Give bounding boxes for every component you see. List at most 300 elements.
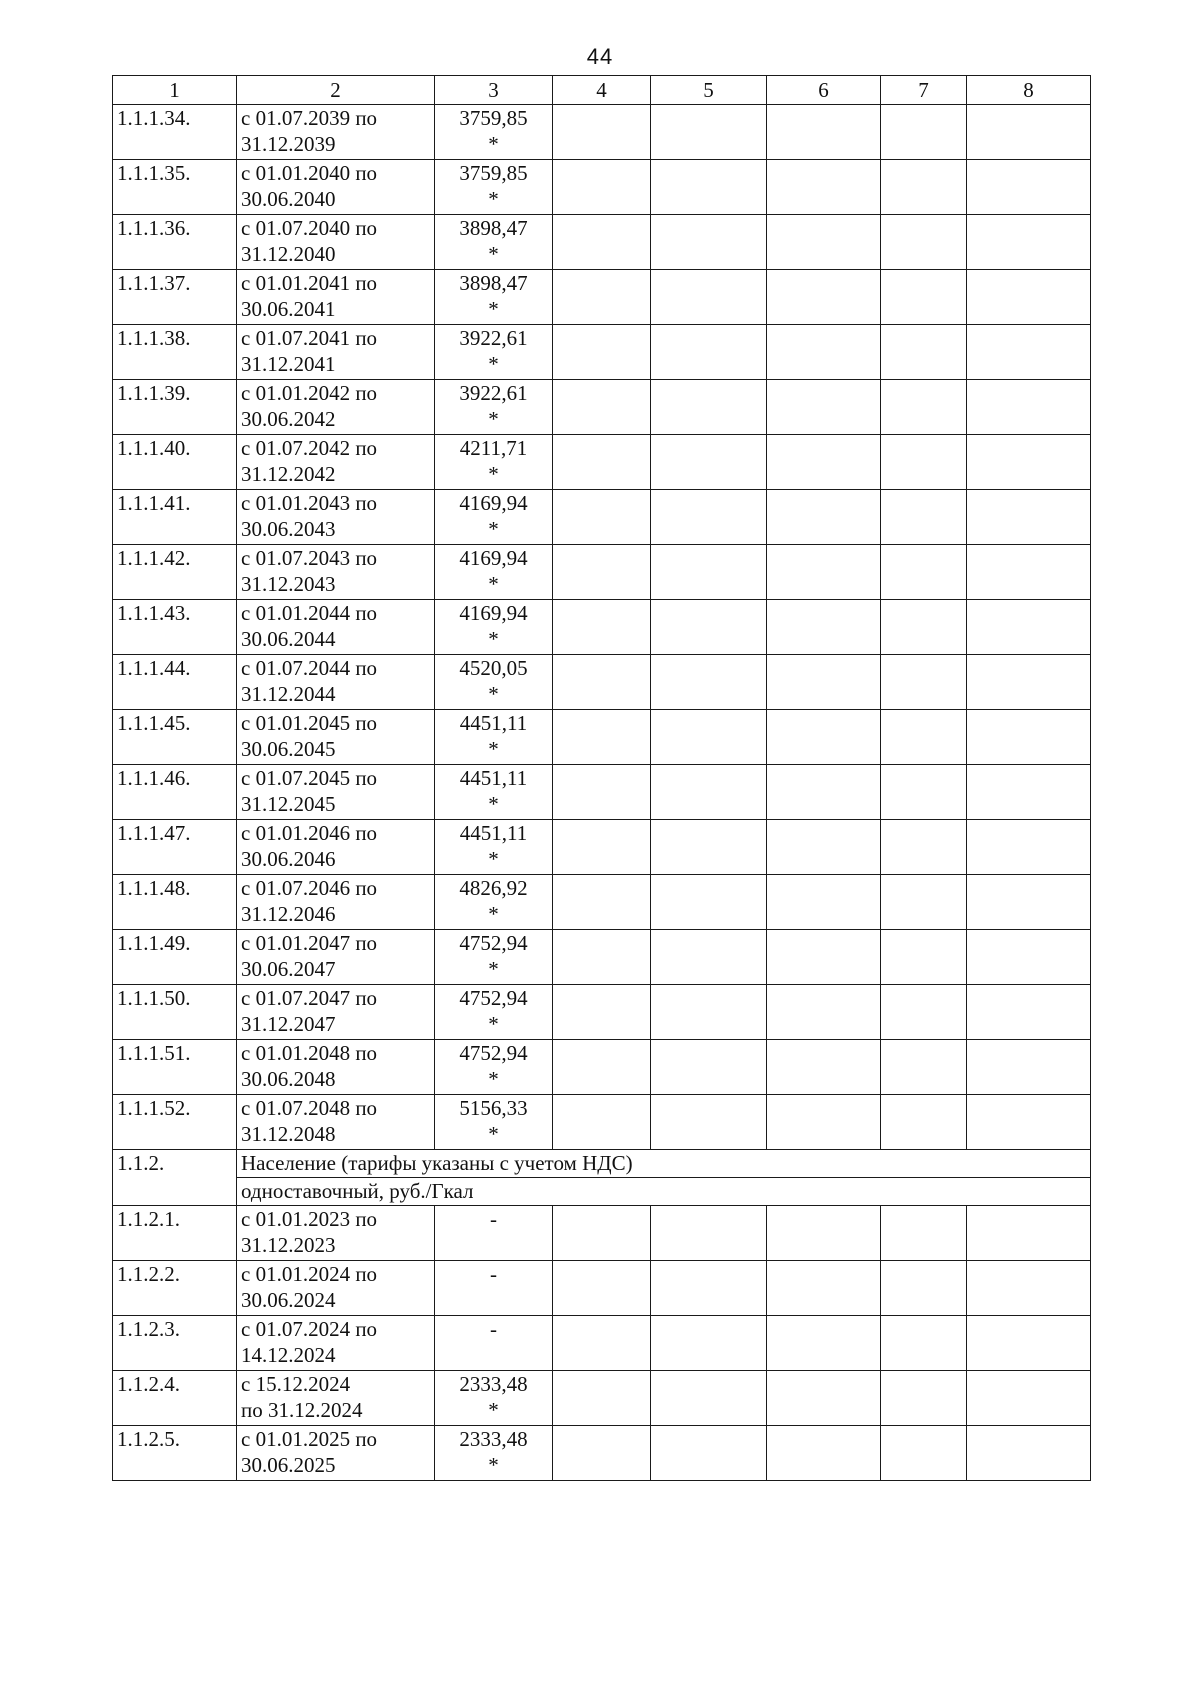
empty-cell-col-7 xyxy=(881,1426,967,1481)
empty-cell-col-5 xyxy=(651,1206,767,1261)
price-value: 4752,94 xyxy=(459,1041,528,1065)
row-number: 1.1.1.45. xyxy=(113,710,237,765)
empty-cell-col-7 xyxy=(881,380,967,435)
period-line: с 01.01.2048 по xyxy=(241,1041,378,1065)
empty-cell-col-7 xyxy=(881,875,967,930)
page-number: 44 xyxy=(586,44,614,69)
empty-cell-col-4 xyxy=(553,1040,651,1095)
column-header: 5 xyxy=(651,76,767,105)
period-line: с 01.07.2042 по xyxy=(241,436,378,460)
empty-cell-col-4 xyxy=(553,600,651,655)
empty-cell-col-5 xyxy=(651,655,767,710)
empty-cell-col-4 xyxy=(553,435,651,490)
table-row xyxy=(113,325,1091,380)
row-number: 1.1.1.47. xyxy=(113,820,237,875)
period-line: 31.12.2048 xyxy=(241,1122,336,1146)
row-number: 1.1.1.44. xyxy=(113,655,237,710)
footnote-mark: * xyxy=(488,682,499,706)
price-cell xyxy=(435,1095,553,1150)
empty-cell-col-7 xyxy=(881,270,967,325)
empty-cell-col-7 xyxy=(881,765,967,820)
empty-cell-col-5 xyxy=(651,270,767,325)
table-row xyxy=(113,930,1091,985)
price-value: 4211,71 xyxy=(459,436,528,460)
period-line: 31.12.2046 xyxy=(241,902,336,926)
empty-cell-col-8 xyxy=(967,380,1091,435)
table-row xyxy=(113,655,1091,710)
price-cell xyxy=(435,545,553,600)
period-cell xyxy=(237,325,435,380)
empty-cell-col-4 xyxy=(553,1426,651,1481)
table-row xyxy=(113,1426,1091,1481)
column-header: 3 xyxy=(435,76,553,105)
price-value: 5156,33 xyxy=(459,1096,528,1120)
column-header: 8 xyxy=(967,76,1091,105)
price-value: 3759,85 xyxy=(459,161,528,185)
empty-cell-col-8 xyxy=(967,930,1091,985)
empty-cell-col-6 xyxy=(767,875,881,930)
period-line: с 01.01.2047 по xyxy=(241,931,378,955)
footnote-mark: * xyxy=(488,902,499,926)
price-cell xyxy=(435,1261,553,1316)
empty-cell-col-8 xyxy=(967,545,1091,600)
price-cell xyxy=(435,710,553,765)
empty-cell-col-5 xyxy=(651,215,767,270)
price-cell xyxy=(435,1206,553,1261)
empty-cell-col-4 xyxy=(553,380,651,435)
empty-cell-col-7 xyxy=(881,930,967,985)
footnote-mark: * xyxy=(488,242,499,266)
period-cell xyxy=(237,765,435,820)
footnote-mark: * xyxy=(488,187,499,211)
empty-cell-col-5 xyxy=(651,1371,767,1426)
row-number: 1.1.2.3. xyxy=(113,1316,237,1371)
footnote-mark: * xyxy=(488,1067,499,1091)
footnote-mark: * xyxy=(488,847,499,871)
table-row xyxy=(113,1040,1091,1095)
empty-cell-col-8 xyxy=(967,435,1091,490)
empty-cell-col-6 xyxy=(767,820,881,875)
empty-cell-col-6 xyxy=(767,1206,881,1261)
empty-cell-col-7 xyxy=(881,105,967,160)
empty-cell-col-4 xyxy=(553,1316,651,1371)
empty-cell-col-7 xyxy=(881,1040,967,1095)
price-value: 4451,11 xyxy=(459,711,528,735)
price-cell xyxy=(435,160,553,215)
period-line: с 01.07.2041 по xyxy=(241,326,378,350)
tariff-rows-section-1 xyxy=(113,105,1091,1150)
row-number: 1.1.1.46. xyxy=(113,765,237,820)
period-line: 30.06.2046 xyxy=(241,847,336,871)
empty-cell-col-8 xyxy=(967,1426,1091,1481)
price-cell xyxy=(435,985,553,1040)
period-cell xyxy=(237,380,435,435)
row-number: 1.1.1.38. xyxy=(113,325,237,380)
price-cell xyxy=(435,655,553,710)
column-header: 4 xyxy=(553,76,651,105)
group-subtitle-row xyxy=(113,1178,1091,1206)
empty-cell-col-5 xyxy=(651,105,767,160)
period-line: 31.12.2043 xyxy=(241,572,336,596)
empty-cell-col-5 xyxy=(651,765,767,820)
empty-cell-col-7 xyxy=(881,985,967,1040)
price-value: 4752,94 xyxy=(459,986,528,1010)
empty-cell-col-6 xyxy=(767,1261,881,1316)
period-line: с 01.01.2043 по xyxy=(241,491,378,515)
period-cell xyxy=(237,1095,435,1150)
period-line: 31.12.2042 xyxy=(241,462,336,486)
empty-cell-col-5 xyxy=(651,435,767,490)
empty-cell-col-6 xyxy=(767,1316,881,1371)
price-cell xyxy=(435,1040,553,1095)
empty-cell-col-7 xyxy=(881,600,967,655)
footnote-mark: * xyxy=(488,957,499,981)
table-row xyxy=(113,1316,1091,1371)
footnote-mark: * xyxy=(488,462,499,486)
period-line: 30.06.2025 xyxy=(241,1453,336,1477)
empty-cell-col-5 xyxy=(651,710,767,765)
empty-cell-col-5 xyxy=(651,600,767,655)
period-line: с 15.12.2024 xyxy=(241,1372,351,1396)
group-title: Население (тарифы указаны с учетом НДС) xyxy=(237,1150,1091,1178)
row-number: 1.1.1.41. xyxy=(113,490,237,545)
table-row xyxy=(113,215,1091,270)
period-line: с 01.07.2045 по xyxy=(241,766,378,790)
footnote-mark: * xyxy=(488,352,499,376)
period-cell xyxy=(237,930,435,985)
period-line: 30.06.2043 xyxy=(241,517,336,541)
empty-cell-col-4 xyxy=(553,215,651,270)
table-row xyxy=(113,1371,1091,1426)
header-row xyxy=(113,76,1091,105)
period-line: с 01.07.2044 по xyxy=(241,656,378,680)
period-cell xyxy=(237,1040,435,1095)
empty-cell-col-8 xyxy=(967,1095,1091,1150)
period-cell xyxy=(237,270,435,325)
period-line: с 01.07.2043 по xyxy=(241,546,378,570)
price-value: 3759,85 xyxy=(459,106,528,130)
row-number: 1.1.1.36. xyxy=(113,215,237,270)
empty-cell-col-7 xyxy=(881,710,967,765)
group-title-row xyxy=(113,1150,1091,1178)
footnote-mark: * xyxy=(488,1453,499,1477)
period-line: с 01.01.2041 по xyxy=(241,271,378,295)
period-line: с 01.01.2046 по xyxy=(241,821,378,845)
empty-cell-col-8 xyxy=(967,1261,1091,1316)
table-row xyxy=(113,1261,1091,1316)
footnote-mark: * xyxy=(488,407,499,431)
period-cell xyxy=(237,600,435,655)
row-number: 1.1.1.40. xyxy=(113,435,237,490)
column-header: 1 xyxy=(113,76,237,105)
empty-cell-col-8 xyxy=(967,985,1091,1040)
price-cell xyxy=(435,1371,553,1426)
empty-cell-col-8 xyxy=(967,655,1091,710)
period-cell xyxy=(237,1261,435,1316)
price-cell xyxy=(435,1316,553,1371)
empty-cell-col-7 xyxy=(881,1371,967,1426)
price-value: 3898,47 xyxy=(459,216,528,240)
row-number: 1.1.1.34. xyxy=(113,105,237,160)
table-row xyxy=(113,270,1091,325)
table-row xyxy=(113,105,1091,160)
table-row xyxy=(113,1095,1091,1150)
empty-cell-col-8 xyxy=(967,1371,1091,1426)
empty-cell-col-7 xyxy=(881,160,967,215)
empty-cell-col-6 xyxy=(767,1371,881,1426)
empty-cell-col-4 xyxy=(553,1261,651,1316)
empty-cell-col-8 xyxy=(967,875,1091,930)
empty-cell-col-6 xyxy=(767,1426,881,1481)
tariff-rows-section-2 xyxy=(113,1206,1091,1481)
empty-cell-col-8 xyxy=(967,765,1091,820)
empty-cell-col-4 xyxy=(553,160,651,215)
period-line: 30.06.2044 xyxy=(241,627,336,651)
period-line: с 01.07.2046 по xyxy=(241,876,378,900)
footnote-mark: * xyxy=(488,132,499,156)
empty-cell-col-6 xyxy=(767,270,881,325)
column-header: 7 xyxy=(881,76,967,105)
row-number: 1.1.1.48. xyxy=(113,875,237,930)
row-number: 1.1.1.39. xyxy=(113,380,237,435)
period-line: 31.12.2047 xyxy=(241,1012,336,1036)
empty-cell-col-4 xyxy=(553,1206,651,1261)
price-value: 2333,48 xyxy=(459,1372,528,1396)
period-cell xyxy=(237,105,435,160)
empty-cell-col-6 xyxy=(767,380,881,435)
price-value: 4169,94 xyxy=(459,546,528,570)
period-cell xyxy=(237,985,435,1040)
group-subtitle: одноставочный, руб./Гкал xyxy=(237,1178,1091,1206)
price-value: - xyxy=(490,1207,497,1231)
empty-cell-col-5 xyxy=(651,490,767,545)
price-value: 3898,47 xyxy=(459,271,528,295)
empty-cell-col-7 xyxy=(881,1316,967,1371)
period-line: 31.12.2023 xyxy=(241,1233,336,1257)
empty-cell-col-8 xyxy=(967,325,1091,380)
period-cell xyxy=(237,1206,435,1261)
empty-cell-col-7 xyxy=(881,490,967,545)
empty-cell-col-6 xyxy=(767,105,881,160)
period-line: с 01.07.2047 по xyxy=(241,986,378,1010)
empty-cell-col-8 xyxy=(967,710,1091,765)
price-cell xyxy=(435,820,553,875)
empty-cell-col-8 xyxy=(967,1316,1091,1371)
table-row xyxy=(113,160,1091,215)
price-value: 4169,94 xyxy=(459,601,528,625)
empty-cell-col-7 xyxy=(881,325,967,380)
empty-cell-col-6 xyxy=(767,490,881,545)
table-row xyxy=(113,875,1091,930)
empty-cell-col-6 xyxy=(767,1095,881,1150)
period-line: 31.12.2044 xyxy=(241,682,336,706)
empty-cell-col-8 xyxy=(967,105,1091,160)
empty-cell-col-6 xyxy=(767,600,881,655)
table-row xyxy=(113,380,1091,435)
period-cell xyxy=(237,215,435,270)
period-cell xyxy=(237,820,435,875)
row-number: 1.1.1.49. xyxy=(113,930,237,985)
empty-cell-col-8 xyxy=(967,1040,1091,1095)
price-value: 3922,61 xyxy=(459,326,528,350)
row-number: 1.1.1.51. xyxy=(113,1040,237,1095)
price-value: 3922,61 xyxy=(459,381,528,405)
table-row xyxy=(113,600,1091,655)
empty-cell-col-8 xyxy=(967,820,1091,875)
table-row xyxy=(113,435,1091,490)
price-cell xyxy=(435,875,553,930)
footnote-mark: * xyxy=(488,792,499,816)
period-cell xyxy=(237,1316,435,1371)
period-line: с 01.07.2040 по xyxy=(241,216,378,240)
period-line: 30.06.2045 xyxy=(241,737,336,761)
period-line: 30.06.2048 xyxy=(241,1067,336,1091)
empty-cell-col-4 xyxy=(553,655,651,710)
empty-cell-col-4 xyxy=(553,325,651,380)
price-value: - xyxy=(490,1262,497,1286)
row-number: 1.1.1.35. xyxy=(113,160,237,215)
empty-cell-col-5 xyxy=(651,1316,767,1371)
table-row xyxy=(113,820,1091,875)
period-line: с 01.01.2040 по xyxy=(241,161,378,185)
table-row xyxy=(113,1206,1091,1261)
price-value: 4451,11 xyxy=(459,821,528,845)
price-cell xyxy=(435,435,553,490)
empty-cell-col-7 xyxy=(881,1206,967,1261)
period-cell xyxy=(237,160,435,215)
row-number: 1.1.2.4. xyxy=(113,1371,237,1426)
price-value: 2333,48 xyxy=(459,1427,528,1451)
price-cell xyxy=(435,1426,553,1481)
empty-cell-col-8 xyxy=(967,160,1091,215)
empty-cell-col-4 xyxy=(553,545,651,600)
empty-cell-col-4 xyxy=(553,105,651,160)
period-cell xyxy=(237,545,435,600)
empty-cell-col-5 xyxy=(651,1040,767,1095)
empty-cell-col-5 xyxy=(651,930,767,985)
footnote-mark: * xyxy=(488,1122,499,1146)
empty-cell-col-5 xyxy=(651,985,767,1040)
footnote-mark: * xyxy=(488,297,499,321)
empty-cell-col-6 xyxy=(767,1040,881,1095)
tariff-table xyxy=(112,75,1091,1481)
footnote-mark: * xyxy=(488,1012,499,1036)
column-header: 2 xyxy=(237,76,435,105)
price-value: - xyxy=(490,1317,497,1341)
period-line: 31.12.2041 xyxy=(241,352,336,376)
price-value: 4169,94 xyxy=(459,491,528,515)
empty-cell-col-4 xyxy=(553,1095,651,1150)
empty-cell-col-6 xyxy=(767,710,881,765)
period-line: с 01.01.2044 по xyxy=(241,601,378,625)
price-cell xyxy=(435,215,553,270)
group-section xyxy=(113,1150,1091,1206)
empty-cell-col-4 xyxy=(553,985,651,1040)
price-value: 4520,05 xyxy=(459,656,528,680)
table-row xyxy=(113,765,1091,820)
empty-cell-col-4 xyxy=(553,1371,651,1426)
footnote-mark: * xyxy=(488,737,499,761)
price-cell xyxy=(435,105,553,160)
empty-cell-col-8 xyxy=(967,215,1091,270)
price-value: 4826,92 xyxy=(459,876,528,900)
column-header: 6 xyxy=(767,76,881,105)
period-line: с 01.07.2048 по xyxy=(241,1096,378,1120)
empty-cell-col-6 xyxy=(767,985,881,1040)
period-line: с 01.01.2045 по xyxy=(241,711,378,735)
price-cell xyxy=(435,490,553,545)
empty-cell-col-4 xyxy=(553,710,651,765)
price-cell xyxy=(435,600,553,655)
row-number: 1.1.1.43. xyxy=(113,600,237,655)
period-line: с 01.01.2023 по xyxy=(241,1207,378,1231)
price-cell xyxy=(435,765,553,820)
empty-cell-col-5 xyxy=(651,545,767,600)
period-line: с 01.01.2042 по xyxy=(241,381,378,405)
period-cell xyxy=(237,1371,435,1426)
empty-cell-col-6 xyxy=(767,930,881,985)
empty-cell-col-6 xyxy=(767,545,881,600)
price-value: 4451,11 xyxy=(459,766,528,790)
empty-cell-col-4 xyxy=(553,930,651,985)
table-row xyxy=(113,545,1091,600)
price-cell xyxy=(435,930,553,985)
period-cell xyxy=(237,435,435,490)
empty-cell-col-4 xyxy=(553,875,651,930)
period-line: с 01.01.2024 по xyxy=(241,1262,378,1286)
empty-cell-col-6 xyxy=(767,765,881,820)
empty-cell-col-8 xyxy=(967,270,1091,325)
price-cell xyxy=(435,380,553,435)
row-number: 1.1.1.42. xyxy=(113,545,237,600)
table-row xyxy=(113,985,1091,1040)
footnote-mark: * xyxy=(488,572,499,596)
period-line: 14.12.2024 xyxy=(241,1343,336,1367)
empty-cell-col-6 xyxy=(767,435,881,490)
period-line: 30.06.2040 xyxy=(241,187,336,211)
empty-cell-col-5 xyxy=(651,380,767,435)
price-cell xyxy=(435,270,553,325)
price-cell xyxy=(435,325,553,380)
empty-cell-col-5 xyxy=(651,160,767,215)
empty-cell-col-4 xyxy=(553,490,651,545)
empty-cell-col-5 xyxy=(651,1426,767,1481)
empty-cell-col-5 xyxy=(651,1095,767,1150)
row-number: 1.1.1.37. xyxy=(113,270,237,325)
empty-cell-col-7 xyxy=(881,435,967,490)
period-line: 31.12.2045 xyxy=(241,792,336,816)
period-line: 30.06.2024 xyxy=(241,1288,336,1312)
footnote-mark: * xyxy=(488,517,499,541)
empty-cell-col-7 xyxy=(881,1261,967,1316)
empty-cell-col-4 xyxy=(553,270,651,325)
empty-cell-col-5 xyxy=(651,875,767,930)
period-cell xyxy=(237,1426,435,1481)
period-line: с 01.01.2025 по xyxy=(241,1427,378,1451)
period-line: 30.06.2047 xyxy=(241,957,336,981)
period-cell xyxy=(237,490,435,545)
empty-cell-col-5 xyxy=(651,820,767,875)
empty-cell-col-4 xyxy=(553,765,651,820)
period-line: 30.06.2041 xyxy=(241,297,336,321)
row-number: 1.1.2.1. xyxy=(113,1206,237,1261)
period-cell xyxy=(237,655,435,710)
period-line: 31.12.2040 xyxy=(241,242,336,266)
table-row xyxy=(113,490,1091,545)
empty-cell-col-5 xyxy=(651,1261,767,1316)
period-cell xyxy=(237,875,435,930)
footnote-mark: * xyxy=(488,1398,499,1422)
